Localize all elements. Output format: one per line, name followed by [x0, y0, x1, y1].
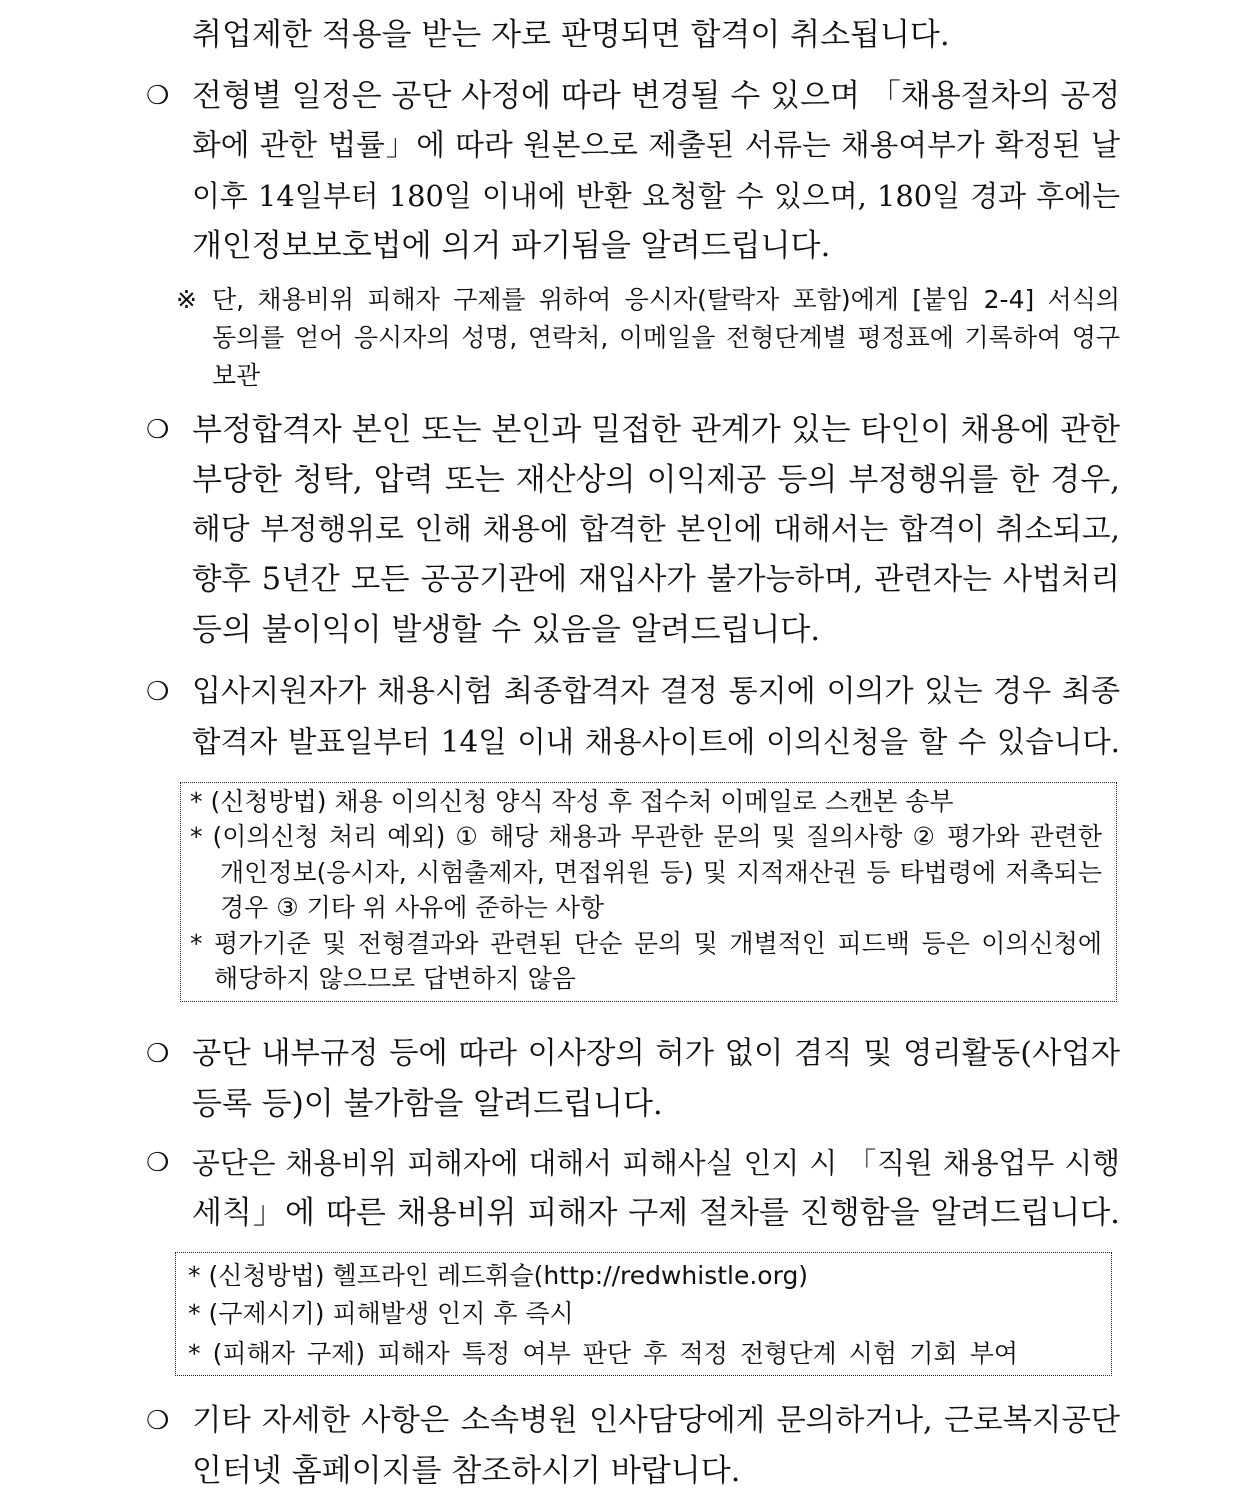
- paragraph-line: 해당 부정행위로 인해 채용에 합격한 본인에 대해서는 합격이 취소되고,: [192, 512, 1120, 547]
- box-line: 경우 ③ 기타 위 사유에 준하는 사항: [220, 893, 605, 922]
- paragraph-line: 기타 자세한 사항은 소속병원 인사담당에게 문의하거나, 근로복지공단: [192, 1403, 1120, 1438]
- paragraph-line: 등록 등)이 불가함을 알려드립니다.: [192, 1086, 663, 1122]
- bullet-circle-icon: ❍: [146, 1148, 170, 1178]
- note-line: 동의를 얻어 응시자의 성명, 연락처, 이메일을 전형단계별 평정표에 기록하여 영구: [212, 323, 1120, 352]
- paragraph-line: 입사지원자가 채용시험 최종합격자 결정 통지에 이의가 있는 경우 최종: [192, 674, 1120, 709]
- box-line: 해당하지 않으므로 답변하지 않음: [214, 964, 576, 993]
- paragraph-line: 공단은 채용비위 피해자에 대해서 피해사실 인지 시 「직원 채용업무 시행: [192, 1146, 1120, 1180]
- paragraph-line: 합격자 발표일부터 14일 이내 채용사이트에 이의신청을 할 수 있습니다.: [192, 725, 1120, 759]
- box-line: * (신청방법) 헬프라인 레드휘슬(http://redwhistle.org): [188, 1261, 809, 1290]
- reference-mark-icon: ※: [176, 285, 197, 314]
- paragraph-line: 등의 불이익이 발생할 수 있음을 알려드립니다.: [192, 612, 821, 648]
- bullet-circle-icon: ❍: [146, 677, 170, 707]
- paragraph-line: 인터넷 홈페이지를 참조하시기 바랍니다.: [192, 1453, 741, 1489]
- box-line: * (구제시기) 피해발생 인지 후 즉시: [188, 1299, 574, 1328]
- box-line: * (피해자 구제) 피해자 특정 여부 판단 후 적정 전형단계 시험 기회 부여: [188, 1339, 1018, 1368]
- paragraph-line: 이후 14일부터 180일 이내에 반환 요청할 수 있으며, 180일 경과 후에는: [192, 179, 1120, 213]
- box-line: * 평가기준 및 전형결과와 관련된 단순 문의 및 개별적인 피드백 등은 이의신청에: [190, 929, 1102, 958]
- paragraph-line: 부당한 청탁, 압력 또는 재산상의 이익제공 등의 부정행위를 한 경우,: [192, 462, 1120, 498]
- paragraph-line: 화에 관한 법률」에 따라 원본으로 제출된 서류는 채용여부가 확정된 날: [192, 128, 1120, 163]
- paragraph-line: 전형별 일정은 공단 사정에 따라 변경될 수 있으며 「채용절차의 공정: [192, 78, 1121, 114]
- note-line: 단, 채용비위 피해자 구제를 위하여 응시자(탈락자 포함)에게 [붙임 2-4] 서식의: [212, 285, 1120, 314]
- bullet-circle-icon: ❍: [146, 415, 170, 445]
- paragraph-line: 세칙」에 따른 채용비위 피해자 구제 절차를 진행함을 알려드립니다.: [192, 1195, 1120, 1231]
- bullet-circle-icon: ❍: [146, 1039, 170, 1069]
- paragraph-line: 개인정보보호법에 의거 파기됨을 알려드립니다.: [192, 228, 831, 264]
- paragraph-line: 부정합격자 본인 또는 본인과 밀접한 관계가 있는 타인이 채용에 관한: [192, 412, 1120, 448]
- box-line: * (이의신청 처리 예외) ① 해당 채용과 무관한 문의 및 질의사항 ② 평가와 관련한: [190, 822, 1102, 851]
- box-line: 개인정보(응시자, 시험출제자, 면접위원 등) 및 지적재산권 등 타법령에 저촉되는: [220, 858, 1102, 887]
- paragraph-line: 공단 내부규정 등에 따라 이사장의 허가 없이 겸직 및 영리활동(사업자: [192, 1036, 1120, 1071]
- note-line: 보관: [212, 361, 261, 390]
- bullet-circle-icon: ❍: [146, 1406, 170, 1436]
- box-line: * (신청방법) 채용 이의신청 양식 작성 후 접수처 이메일로 스캔본 송부: [190, 787, 954, 816]
- bullet-circle-icon: ❍: [146, 81, 170, 111]
- paragraph-line: 취업제한 적용을 받는 자로 판명되면 합격이 취소됩니다.: [192, 17, 950, 53]
- paragraph-line: 향후 5년간 모든 공공기관에 재입사가 불가능하며, 관련자는 사법처리: [192, 562, 1120, 597]
